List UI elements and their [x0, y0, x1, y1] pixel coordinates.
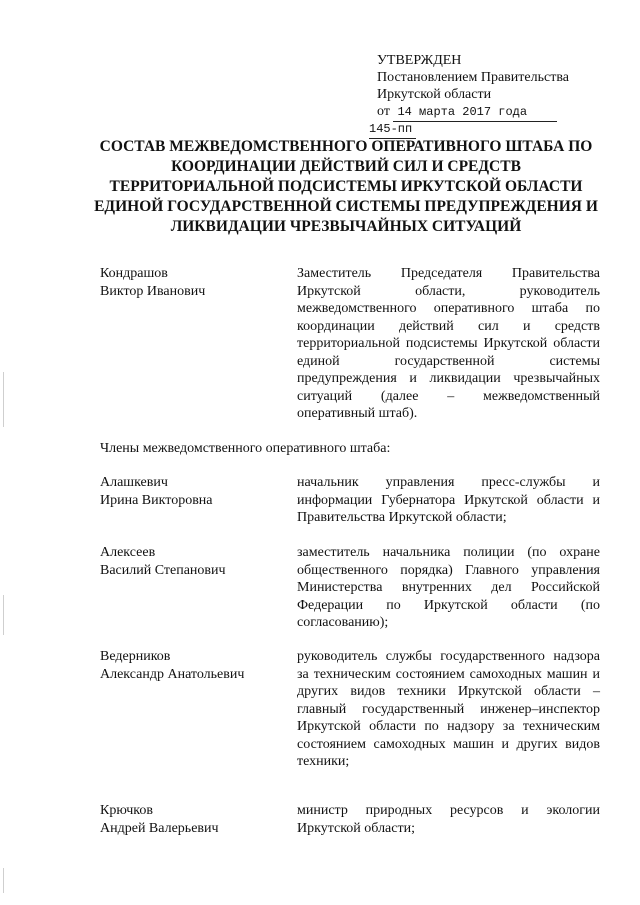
person-given-names: Виктор Иванович	[100, 283, 206, 299]
approval-date-prefix: от	[377, 104, 390, 119]
person-role: заместитель начальника полиции (по охране общественного порядка) Главного управления Министерства внутренних дел Российской Федерации по Иркутской области (по согласованию);	[297, 545, 600, 630]
person-surname: Алашкевич	[100, 475, 168, 490]
person-given-names: Андрей Валерьевич	[100, 820, 219, 836]
person-name	[100, 265, 290, 300]
approval-number: 145-пп	[369, 121, 416, 139]
title-line: ЕДИНОЙ ГОСУДАРСТВЕННОЙ СИСТЕМЫ ПРЕДУПРЕЖДЕНИЯ И	[94, 198, 598, 215]
person-surname: Ведерников	[100, 649, 171, 664]
person-surname: Алексеев	[100, 545, 156, 560]
scan-edge-mark	[3, 868, 4, 893]
person-given-names: Александр Анатольевич	[100, 666, 245, 682]
scan-edge-mark	[3, 595, 4, 635]
approval-heading: УТВЕРЖДЕН	[377, 53, 462, 68]
title-line: КООРДИНАЦИИ ДЕЙСТВИЙ СИЛ И СРЕДСТВ	[171, 158, 521, 175]
title-line: ТЕРРИТОРИАЛЬНОЙ ПОДСИСТЕМЫ ИРКУТСКОЙ ОБЛАСТИ	[109, 178, 583, 195]
approval-date: 14 марта 2017 года	[393, 104, 557, 122]
document-title	[60, 137, 632, 237]
scan-edge-mark	[3, 372, 4, 427]
person-name	[100, 648, 290, 683]
person-surname: Крючков	[100, 803, 154, 818]
person-role: Заместитель Председателя Правительства Иркутской области, руководитель межведомственного оперативного штаба по координации действий сил и средств территориальной подсистемы Иркутской области единой государственной системы предупреждения и ликвидации чрезвычайных ситуаций (далее – межведомственный оперативный штаб).	[297, 266, 600, 421]
approval-date-line	[377, 103, 569, 122]
person-role: руководитель службы государственного надзора за техническим состоянием самоходных машин и других видов техники Иркутской области – главный государственный инженер–инспектор Иркутской области по надзору за техническим состоянием самоходных машин и других видов техники;	[297, 649, 600, 769]
person-name	[100, 802, 290, 837]
person-given-names: Василий Степанович	[100, 562, 226, 578]
approval-region: Иркутской области	[377, 87, 492, 102]
approval-resolution: Постановлением Правительства	[377, 70, 569, 85]
title-line: СОСТАВ МЕЖВЕДОМСТВЕННОГО ОПЕРАТИВНОГО ШТАБА ПО	[99, 138, 593, 155]
person-given-names: Ирина Викторовна	[100, 492, 213, 508]
title-line: ЛИКВИДАЦИИ ЧРЕЗВЫЧАЙНЫХ СИТУАЦИЙ	[170, 218, 522, 235]
person-name	[100, 544, 290, 579]
approval-stamp	[369, 52, 569, 139]
members-heading: Члены межведомственного оперативного штаба:	[100, 441, 391, 456]
person-surname: Кондрашов	[100, 266, 168, 281]
person-name	[100, 474, 290, 509]
person-role: начальник управления пресс-службы и информации Губернатора Иркутской области и Правительства Иркутской области;	[297, 475, 600, 525]
person-role: министр природных ресурсов и экологии Иркутской области;	[297, 803, 600, 836]
